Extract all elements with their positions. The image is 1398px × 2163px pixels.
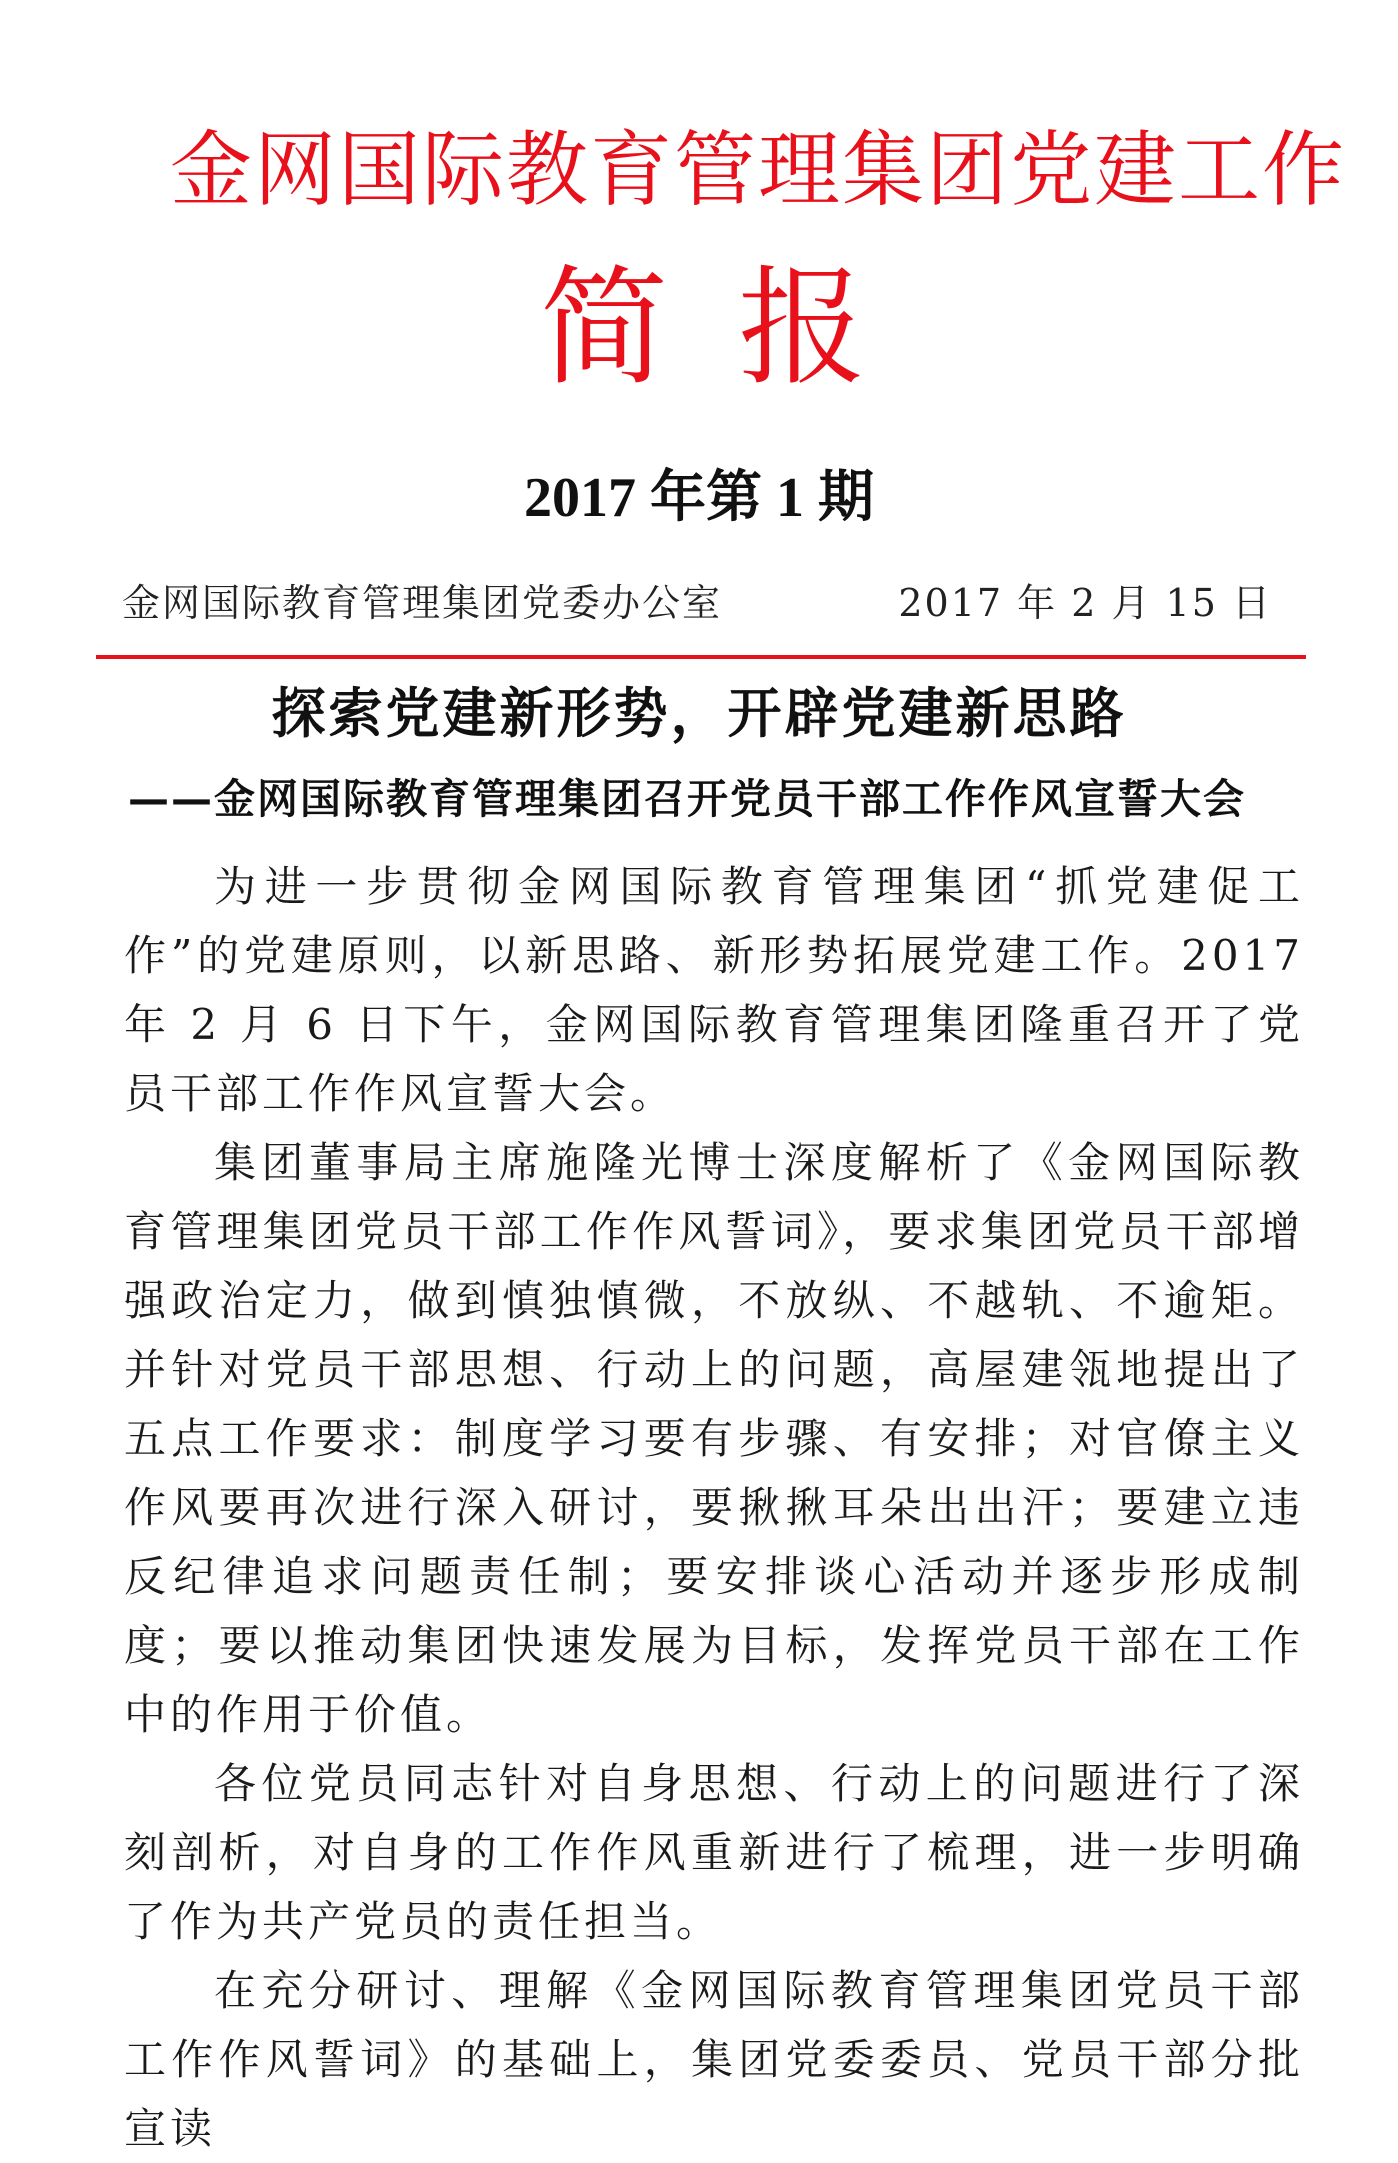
bulletin-title: 简报 <box>540 254 937 403</box>
article-subheadline: ——金网国际教育管理集团召开党员干部工作作风宣誓大会 <box>128 775 1246 823</box>
bulletin-org-title: 金网国际教育管理集团党建工作 <box>170 123 1347 218</box>
red-divider <box>96 655 1306 659</box>
issuer: 金网国际教育管理集团党委办公室 <box>122 581 723 625</box>
paragraph: 集团董事局主席施隆光博士深度解析了《金网国际教育管理集团党员干部工作作风誓词》，要求集团党员干部增强政治定力，做到慎独慎微，不放纵、不越轨、不逾矩。并针对党员干部思想、行动上的问题，高屋建瓴地提出了五点工作要求：制度学习要有步骤、有安排；对官僚主义作风要再次进行深入研讨，要揪揪耳朵出出汗；要建立违反纪律追求问题责任制；要安排谈心活动并逐步形成制度；要以推动集团快速发展为目标，发挥党员干部在工作中的作用于价值。 <box>124 1138 1304 1739</box>
issue-date: 2017 年 2 月 15 日 <box>898 581 1272 625</box>
article-body <box>124 852 1304 2163</box>
article-headline: 探索党建新形势，开辟党建新思路 <box>271 682 1127 745</box>
paragraph: 在充分研讨、理解《金网国际教育管理集团党员干部工作作风誓词》的基础上，集团党委委员、党员干部分批宣读 <box>124 1966 1304 2153</box>
issue-number: 2017 年第 1 期 <box>524 467 874 529</box>
paragraph: 各位党员同志针对自身思想、行动上的问题进行了深刻剖析，对自身的工作作风重新进行了梳理，进一步明确了作为共产党员的责任担当。 <box>124 1759 1304 1946</box>
issuer-date-line <box>122 578 1272 628</box>
paragraph: 为进一步贯彻金网国际教育管理集团“抓党建促工作”的党建原则，以新思路、新形势拓展党建工作。2017 年 2 月 6 日下午，金网国际教育管理集团隆重召开了党员干部工作作风宣誓大会。 <box>124 862 1304 1118</box>
